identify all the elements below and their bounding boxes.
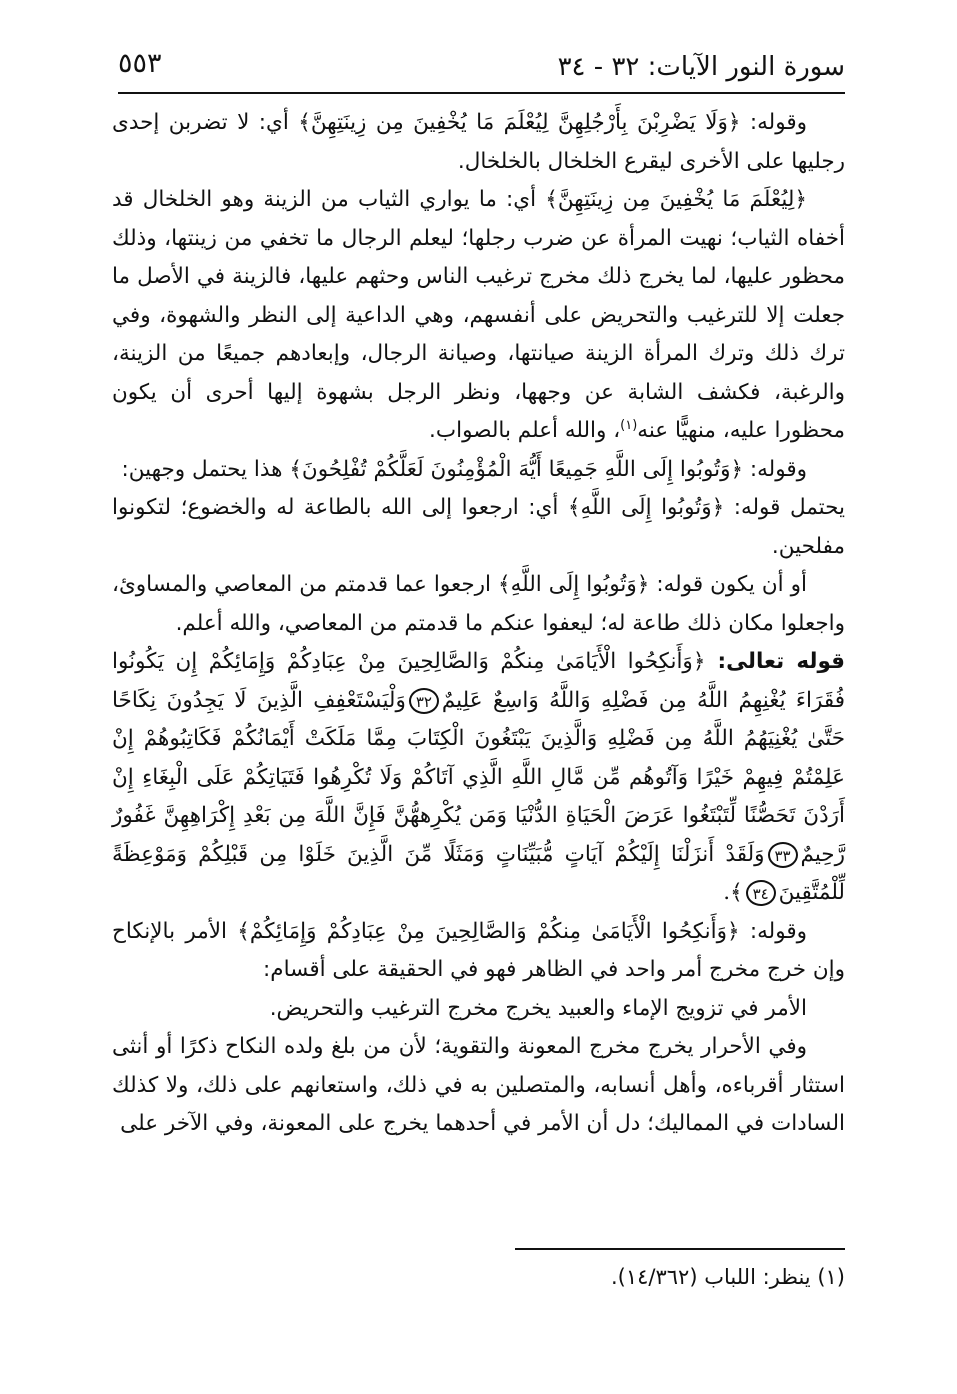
paragraph-text: ارجعوا عما قدمتم من المعاصي والمساوئ، واجعلوا مكان ذلك طاعة له؛ ليعفوا عنكم ما قدمتم من المعاصي، والله أعلم. [112, 572, 845, 636]
paragraph-text: وقوله: [740, 110, 807, 135]
quran-quote: ﴿وَلَا يَضْرِبْنَ بِأَرْجُلِهِنَّ لِيُعْلَمَ مَا يُخْفِينَ مِن زِينَتِهِنَّ﴾ [298, 110, 741, 135]
quran-quote: ﴿لِيُعْلَمَ مَا يُخْفِينَ مِن زِينَتِهِنَّ﴾ [545, 187, 807, 212]
ayah-number-marker: ٣٣ [768, 842, 798, 868]
paragraph-6 [112, 913, 845, 990]
ayah-number-marker: ٣٢ [409, 688, 439, 714]
chapter-title: سورة النور الآيات: ٣٢ - ٣٤ [557, 52, 845, 82]
quran-quote: ﴿وَتُوبُوا إِلَى اللَّهِ﴾ [567, 495, 725, 520]
footnote: (١) ينظر: اللباب (١٤/٣٦٢). [610, 1265, 845, 1289]
paragraph-2 [112, 181, 845, 451]
page-body [112, 104, 845, 1144]
paragraph-8: وفي الأحرار يخرج مخرج المعونة والتقوية؛ لأن من بلغ ولده النكاح ذكرًا أو أنثى استثار أقرباءه، وأهل أنسابه، والمتصلين به في ذلك، واستعانهم على ذلك، ولا كذلك السادات في المماليك؛ دل أن الأمر في أحدهما يخرج على المعونة، وفي الآخر على [112, 1034, 845, 1136]
verses-lead: قوله تعالى: [705, 649, 845, 674]
ayah-number-marker: ٣٤ [746, 880, 776, 906]
quran-quote: ﴿وَأَنكِحُوا الْأَيَامَىٰ مِنكُمْ وَالصَّالِحِينَ مِنْ عِبَادِكُمْ وَإِمَائِكُمْ﴾ [237, 918, 740, 944]
verse-text: وَلْيَسْتَعْفِفِ الَّذِينَ لَا يَجِدُونَ نِكَاحًا حَتَّىٰ يُغْنِيَهُمُ اللَّهُ مِن فَضْلِهِ وَالَّذِينَ يَبْتَغُونَ الْكِتَابَ مِمَّا مَلَكَتْ أَيْمَانُكُمْ فَكَاتِبُوهُمْ إِنْ عَلِمْتُمْ فِيهِمْ خَيْرًا وَآتُوهُم مِّن مَّالِ اللَّهِ الَّذِي آتَاكُمْ وَلَا تُكْرِهُوا فَتَيَاتِكُمْ عَلَى الْبِغَاءِ إِنْ أَرَدْنَ تَحَصُّنًا لِّتَبْتَغُوا عَرَضَ الْحَيَاةِ الدُّنْيَا وَمَن يُكْرِههُّنَّ فَإِنَّ اللَّهَ مِن بَعْدِ إِكْرَاهِهِنَّ غَفُورٌ رَّحِيمٌ [112, 687, 845, 867]
paragraph-text: وقوله: [743, 456, 807, 482]
paragraph-text: أي: ارجعوا إلى الله بالطاعة له والخضوع؛ لتكونوا مفلحين. [112, 495, 845, 559]
close-brace: ﴾. [723, 880, 743, 905]
page-header [118, 46, 845, 94]
verse-text: وَلَقَدْ أَنزَلْنَا إِلَيْكُمْ آيَاتٍ مُّبَيِّنَاتٍ وَمَثَلًا مِّنَ الَّذِينَ خَلَوْا مِن قَبْلِكُمْ وَمَوْعِظَةً لِّلْمُتَّقِينَ [112, 841, 845, 905]
paragraph-text: أي: لا تضربن إحدى رجليها على الأخرى ليقرع الخلخال بالخلخال. [112, 110, 845, 174]
quran-quote: ﴿وَتُوبُوا إِلَى اللَّهِ جَمِيعًا أَيُّهَ الْمُؤْمِنُونَ لَعَلَّكُمْ تُفْلِحُونَ﴾ [289, 456, 744, 482]
paragraph-text: الأمر بالإنكاح وإن خرج مخرج أمر واحد في الظاهر فهو في الحقيقة على أقسام: [112, 918, 845, 982]
verses-block [112, 643, 845, 913]
paragraph-text: أو أن يكون قوله: [649, 572, 807, 597]
paragraph-text: ، والله أعلم بالصواب. [429, 418, 621, 443]
paragraph-text: أي: ما يواري الثياب من الزينة وهو الخلخال قد أخفاه الثياب؛ نهيت المرأة عن ضرب رجلها؛ ليعلم الرجال ما تخفي من زينتها، وذلك محظور عليها، لما يخرج ذلك مخرج ترغيب الناس وحثهم عليها، فالزينة في الأصل ما جعلت إلا للترغيب والتحريض على أنفسهم، وهي الداعية إلى النظر والشهوة، وفي ترك ذلك وترك المرأة الزينة صيانتها، وصيانة الرجال، وإبعادهم جميعًا من الزينة، والرغبة، فكشف الشابة عن وجهها، ونظر الرجل بشهوة إليها أحرى أن يكون محظورا عليه، منهيًّا عنه [112, 187, 845, 443]
page-number: ٥٥٣ [118, 48, 162, 79]
paragraph-1 [112, 104, 845, 181]
paragraph-5 [112, 566, 845, 643]
open-brace: ﴿ [692, 649, 706, 674]
footnote-divider [515, 1248, 845, 1250]
paragraph-text: وقوله: [739, 918, 807, 944]
paragraph-7: الأمر في تزويج الإماء والعبيد يخرج مخرج الترغيب والتحريض. [269, 995, 807, 1021]
footnote-reference[interactable]: (١) [620, 417, 638, 433]
paragraph-4 [112, 489, 845, 566]
paragraph-3 [112, 451, 845, 490]
quran-quote: ﴿وَتُوبُوا إِلَى اللَّهِ﴾ [498, 572, 650, 597]
paragraph-text: يحتمل قوله: [724, 495, 846, 520]
paragraph-text: هذا يحتمل وجهين: [121, 456, 290, 482]
verse-text: وَأَنكِحُوا الْأَيَامَىٰ مِنكُمْ وَالصَّالِحِينَ مِنْ عِبَادِكُمْ وَإِمَائِكُمْ إِن يَكُونُوا فُقَرَاءَ يُغْنِهِمُ اللَّهُ مِن فَضْلِهِ وَاللَّهُ وَاسِعٌ عَلِيمٌ [112, 649, 846, 713]
